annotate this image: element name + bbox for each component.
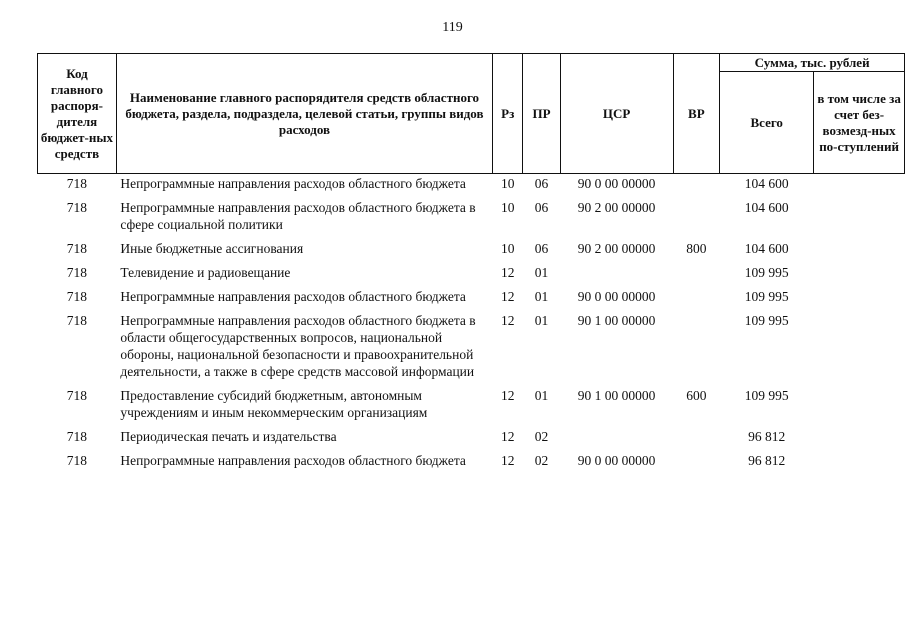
cell-total: 109 995 [744,289,789,304]
cell-csr: 90 1 00 00000 [577,388,656,403]
header-pr: ПР [523,54,560,174]
cell-bz [814,174,905,199]
cell-code: 718 [66,176,88,191]
table-row [38,263,905,287]
cell-pr: 06 [534,200,549,215]
cell-code: 718 [66,313,88,328]
cell-name: Непрограммные направления расходов областного бюджета [120,453,466,468]
header-bz: в том числе за счет без-возмезд-ных по-ступлений [814,72,905,174]
cell-vr [673,263,720,287]
cell-bz [814,311,905,386]
cell-bz [814,451,905,475]
cell-rz: 12 [500,265,515,280]
table-body [38,174,905,476]
table-row [38,427,905,451]
cell-rz: 10 [500,241,515,256]
cell-rz: 12 [500,453,515,468]
cell-total: 104 600 [744,200,789,215]
cell-total: 104 600 [744,176,789,191]
cell-csr [560,427,673,451]
cell-pr: 02 [534,429,549,444]
cell-vr [673,427,720,451]
cell-vr [673,451,720,475]
cell-name: Предоставление субсидий бюджетным, автономным учреждениям и иным некоммерческим организациям [120,388,428,420]
table-row [38,174,905,199]
header-sum: Сумма, тыс. рублей [720,54,905,72]
header-csr: ЦСР [560,54,673,174]
cell-name: Непрограммные направления расходов областного бюджета в сфере социальной политики [120,200,476,232]
cell-csr [560,263,673,287]
budget-table [37,53,905,475]
header-vr: ВР [673,54,720,174]
table-row [38,239,905,263]
cell-rz: 12 [500,313,515,328]
cell-pr: 06 [534,241,549,256]
cell-bz [814,263,905,287]
cell-vr [673,287,720,311]
cell-total: 96 812 [748,453,786,468]
cell-csr: 90 0 00 00000 [577,453,656,468]
cell-bz [814,427,905,451]
cell-bz [814,386,905,427]
cell-pr: 01 [534,289,549,304]
cell-pr: 01 [534,388,549,403]
cell-name: Телевидение и радиовещание [120,265,291,280]
cell-vr [673,311,720,386]
page-number: 119 [442,20,463,35]
cell-total: 109 995 [744,388,789,403]
cell-rz: 12 [500,429,515,444]
table-row [38,198,905,239]
cell-vr [673,198,720,239]
cell-code: 718 [66,241,88,256]
cell-total: 104 600 [744,241,789,256]
table-row [38,451,905,475]
cell-csr: 90 2 00 00000 [577,200,656,215]
table-row [38,287,905,311]
table-row [38,386,905,427]
header-rz: Рз [493,54,523,174]
cell-rz: 10 [500,176,515,191]
cell-csr: 90 0 00 00000 [577,289,656,304]
cell-bz [814,239,905,263]
header-total: Всего [720,72,814,174]
cell-pr: 06 [534,176,549,191]
cell-name: Иные бюджетные ассигнования [120,241,304,256]
header-name: Наименование главного распорядителя средств областного бюджета, раздела, подраздела, целевой статьи, группы видов расходов [116,54,492,174]
cell-pr: 01 [534,313,549,328]
cell-code: 718 [66,265,88,280]
cell-csr: 90 0 00 00000 [577,176,656,191]
cell-name: Непрограммные направления расходов областного бюджета в области общегосударственных вопросов, национальной обороны, национальной безопасности и правоохранительной деятельности, а также в сфере средств массовой информации [120,313,476,379]
cell-code: 718 [66,388,88,403]
cell-rz: 12 [500,388,515,403]
cell-code: 718 [66,200,88,215]
cell-name: Периодическая печать и издательства [120,429,337,444]
cell-code: 718 [66,289,88,304]
cell-csr: 90 2 00 00000 [577,241,656,256]
table-row [38,311,905,386]
cell-rz: 10 [500,200,515,215]
cell-name: Непрограммные направления расходов областного бюджета [120,289,466,304]
cell-name: Непрограммные направления расходов областного бюджета [120,176,466,191]
cell-vr [673,174,720,199]
cell-code: 718 [66,429,88,444]
cell-pr: 02 [534,453,549,468]
cell-total: 109 995 [744,265,789,280]
cell-vr: 600 [686,388,707,403]
cell-total: 109 995 [744,313,789,328]
cell-pr: 01 [534,265,549,280]
cell-code: 718 [66,453,88,468]
cell-vr: 800 [686,241,707,256]
table-header [38,54,905,174]
cell-rz: 12 [500,289,515,304]
header-code: Код главного распоря-дителя бюджет-ных средств [38,54,117,174]
cell-csr: 90 1 00 00000 [577,313,656,328]
cell-bz [814,198,905,239]
cell-total: 96 812 [748,429,786,444]
cell-bz [814,287,905,311]
